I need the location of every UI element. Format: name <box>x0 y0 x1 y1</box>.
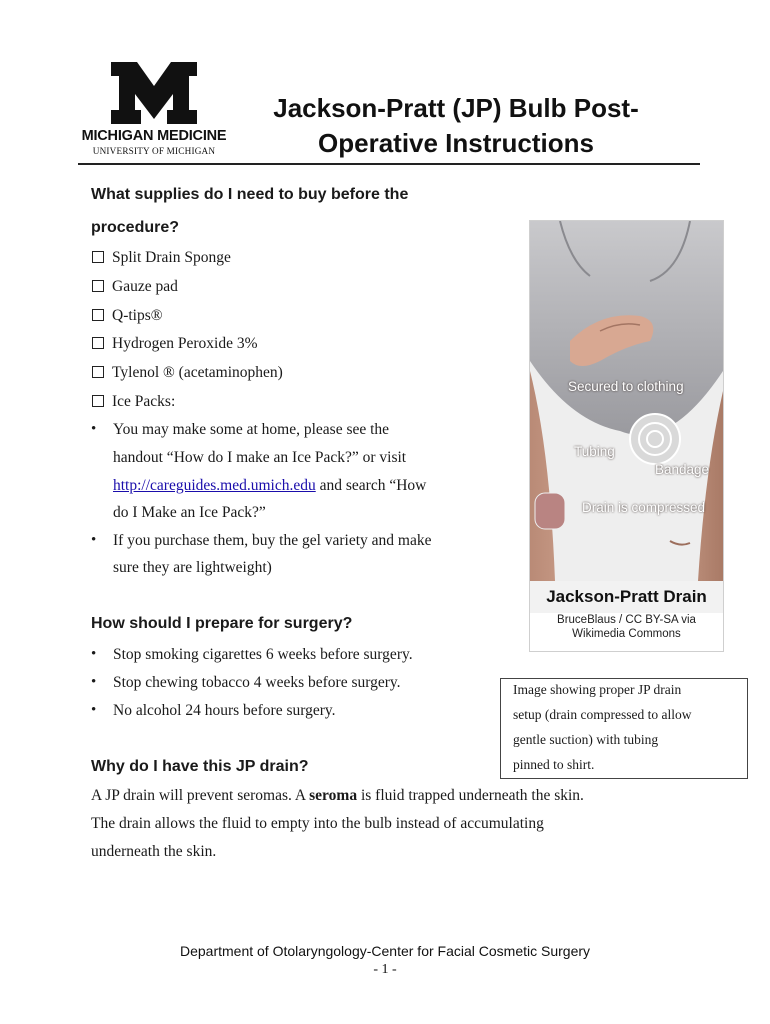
checkbox-icon <box>92 251 104 263</box>
supplies-heading-line-2: procedure? <box>91 219 180 236</box>
title-divider <box>78 163 700 165</box>
paragraph-text: A JP drain will prevent seromas. A <box>91 787 310 804</box>
bullet-icon: • <box>91 646 97 662</box>
checklist-item <box>92 307 163 325</box>
checkbox-icon <box>92 337 104 349</box>
checklist-item <box>92 393 175 411</box>
checklist-item <box>92 335 258 353</box>
why-drain-paragraph-line-3: underneath the skin. <box>91 843 217 860</box>
checklist-item <box>92 249 231 267</box>
drain-compressed-label: Drain is compressed <box>582 500 706 515</box>
gel-bullet-line-1: If you purchase them, buy the gel variety and make <box>113 532 432 549</box>
bullet-icon: • <box>91 702 97 718</box>
footer-department: Department of Otolaryngology-Center for Facial Cosmetic Surgery <box>179 943 591 959</box>
checklist-item-label: Gauze pad <box>112 278 178 295</box>
page-number: - 1 - <box>373 962 397 977</box>
checklist-item-label: Hydrogen Peroxide 3% <box>112 335 258 352</box>
checkbox-icon <box>92 395 104 407</box>
checklist-item-label: Ice Packs: <box>112 393 176 410</box>
bullet-icon: • <box>91 532 97 548</box>
ice-pack-bullet-line-2: handout “How do I make an Ice Pack?” or visit <box>113 449 407 466</box>
bandage-label: Bandage <box>655 462 710 477</box>
ice-pack-bullet-line-4: do I Make an Ice Pack?” <box>113 504 266 521</box>
careguides-link[interactable]: http://careguides.med.umich.edu <box>113 477 316 494</box>
prepare-heading: How should I prepare for surgery? <box>91 615 353 632</box>
caption-line: gentle suction) with tubing <box>513 732 659 747</box>
paragraph-text: is fluid trapped underneath the skin. <box>357 787 584 804</box>
prepare-bullet: Stop smoking cigarettes 6 weeks before surgery. <box>113 646 413 663</box>
checkbox-icon <box>92 309 104 321</box>
checklist-item-label: Split Drain Sponge <box>112 249 231 266</box>
jp-drain-illustration <box>529 220 724 652</box>
secured-label: Secured to clothing <box>568 379 684 394</box>
bullet-icon: • <box>91 421 97 437</box>
title-line-1: Jackson-Pratt (JP) Bulb Post- <box>273 93 639 123</box>
checkbox-icon <box>92 280 104 292</box>
ice-pack-bullet-text: and search “How <box>315 477 427 494</box>
supplies-heading-line-1: What supplies do I need to buy before the <box>91 186 409 203</box>
title-line-2: Operative Instructions <box>318 128 594 158</box>
caption-line: Image showing proper JP drain <box>513 682 682 697</box>
checklist-item-label: Tylenol ® (acetaminophen) <box>112 364 283 381</box>
logo-sub-text: UNIVERSITY OF MICHIGAN <box>92 146 216 156</box>
checklist-item <box>92 364 283 382</box>
caption-line: pinned to shirt. <box>513 757 595 772</box>
prepare-bullet: Stop chewing tobacco 4 weeks before surgery. <box>113 674 401 691</box>
tubing-label: Tubing <box>574 444 615 459</box>
bullet-icon: • <box>91 674 97 690</box>
michigan-medicine-logo <box>78 60 230 160</box>
ice-pack-bullet-line-3 <box>113 477 426 495</box>
checklist-item <box>92 278 178 296</box>
figure-credit-line-2: Wikimedia Commons <box>572 628 681 640</box>
why-drain-paragraph-line-2: The drain allows the fluid to empty into the bulb instead of accumulating <box>91 815 544 832</box>
block-m-logo-icon <box>111 62 197 124</box>
logo-main-text: MICHIGAN MEDICINE <box>81 128 227 144</box>
gel-bullet-line-2: sure they are lightweight) <box>113 559 272 576</box>
checkbox-icon <box>92 366 104 378</box>
page-title <box>232 91 680 161</box>
seroma-term: seroma <box>309 787 358 804</box>
prepare-bullet: No alcohol 24 hours before surgery. <box>113 702 336 719</box>
caption-line: setup (drain compressed to allow <box>513 707 692 722</box>
why-drain-heading: Why do I have this JP drain? <box>91 758 309 775</box>
checklist-item-label: Q-tips® <box>112 307 163 324</box>
figure-banner: Jackson-Pratt Drain <box>546 587 707 606</box>
why-drain-paragraph-line-1 <box>91 787 584 805</box>
figure-caption-box <box>500 678 748 779</box>
ice-pack-bullet-line-1: You may make some at home, please see the <box>113 421 390 438</box>
figure-credit-line-1: BruceBlaus / CC BY-SA via <box>557 614 696 626</box>
